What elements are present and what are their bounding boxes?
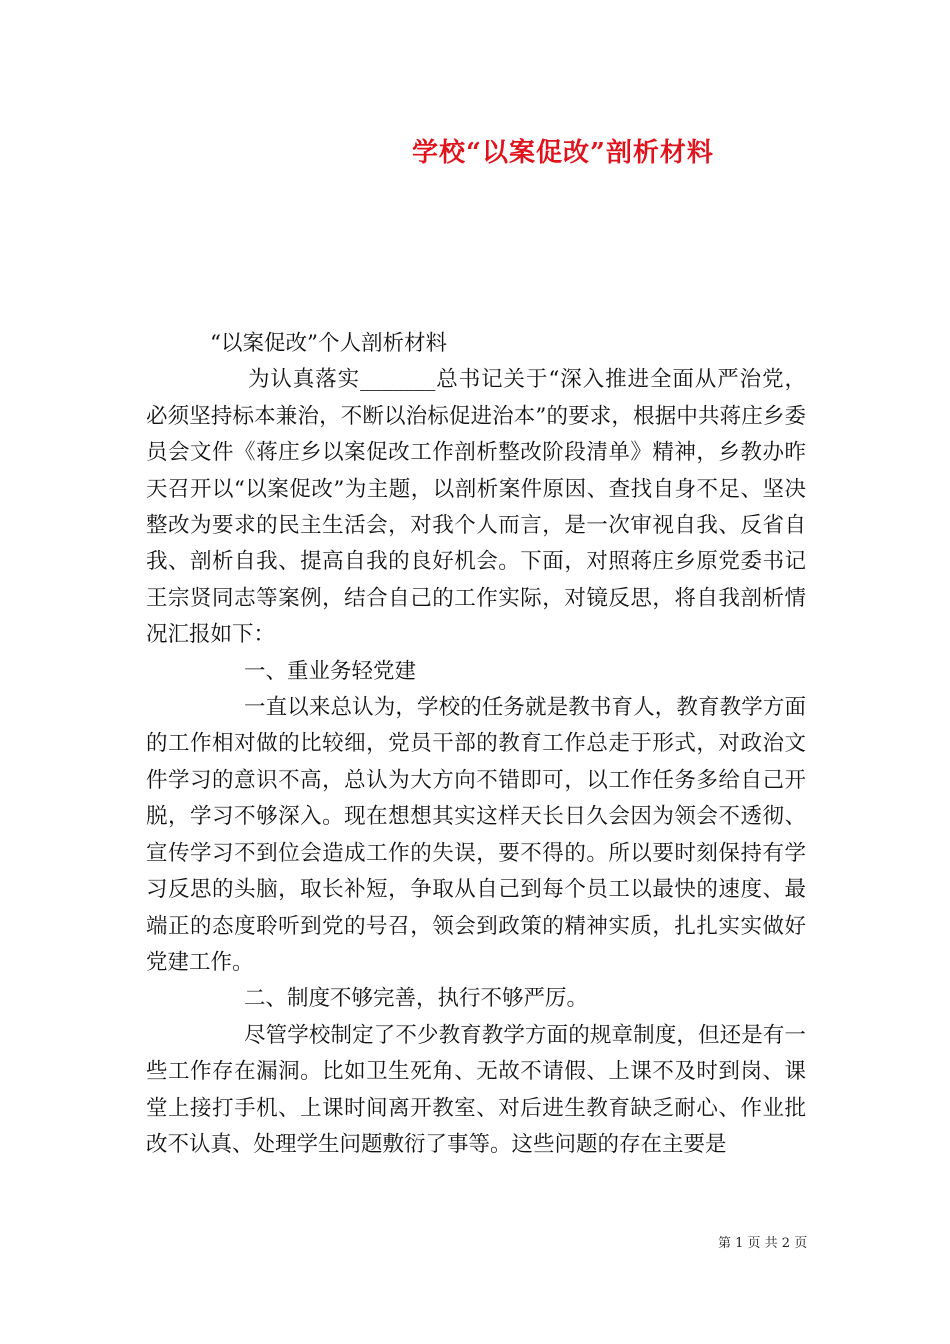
document-body (146, 326, 806, 1163)
section-paragraph-2: 尽管学校制定了不少教育教学方面的规章制度，但还是有一些工作存在漏洞。比如卫生死角、无故不请假、上课不及时到岗、课堂上接打手机、上课时间离开教室、对后进生教育缺乏耐心、作业批改不认真、处理学生问题敷衍了事等。这些问题的存在主要是 (146, 1022, 806, 1157)
document-title: 学校“以案促改”剖析材料 (412, 138, 714, 168)
page-number: 第 1 页 共 2 页 (718, 1236, 808, 1251)
section-heading-2: 二、制度不够完善，执行不够严厉。 (244, 986, 589, 1012)
intro-paragraph: 为认真落实_______总书记关于“深入推进全面从严治党，必须坚持标本兼治，不断以治标促进治本”的要求，根据中共蒋庄乡委员会文件《蒋庄乡以案促改工作剖析整改阶段清单》精神，乡教办昨天召开以“以案促改”为主题，以剖析案件原因、查找自身不足、坚决整改为要求的民主生活会，对我个人而言，是一次审视自我、反省自我、剖析自我、提高自我的良好机会。下面，对照蒋庄乡原党委书记王宗贤同志等案例，结合自己的工作实际，对镜反思，将自我剖析情况汇报如下： (146, 367, 806, 648)
section-heading-1: 一、重业务轻党建 (244, 658, 417, 684)
document-subtitle: “以案促改”个人剖析材料 (210, 331, 447, 356)
section-paragraph-1: 一直以来总认为，学校的任务就是教书育人，教育教学方面的工作相对做的比较细，党员干部的教育工作总走于形式，对政治文件学习的意识不高，总认为大方向不错即可，以工作任务多给自己开脱，学习不够深入。现在想想其实这样天长日久会因为领会不透彻、宣传学习不到位会造成工作的失误，要不得的。所以要时刻保持有学习反思的头脑，取长补短，争取从自己到每个员工以最快的速度、最端正的态度聆听到党的号召，领会到政策的精神实质，扎扎实实做好党建工作。 (146, 695, 806, 975)
